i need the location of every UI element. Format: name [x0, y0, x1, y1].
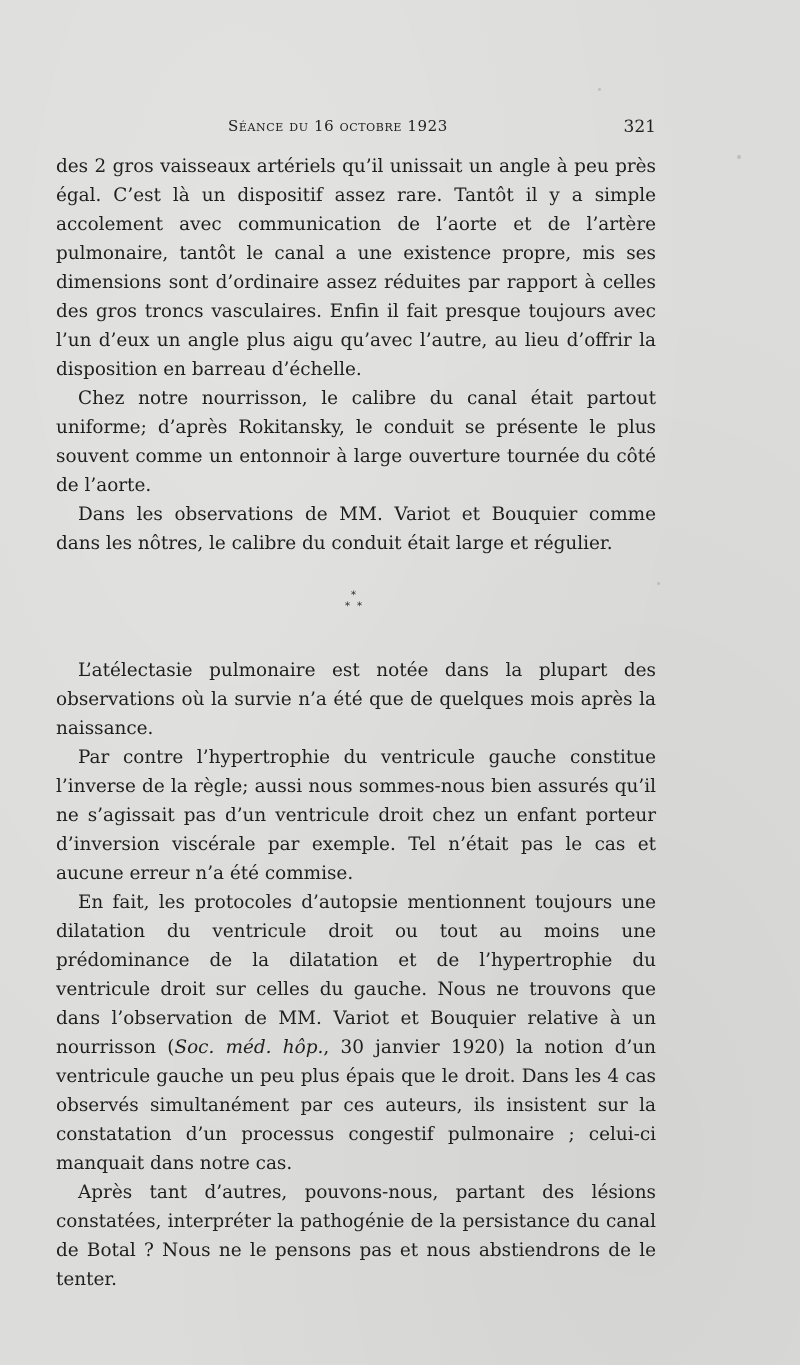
paragraph: Dans les observations de MM. Variot et Bouquier comme dans les nôtres, le calibre du conduit était large et régulier. [56, 504, 656, 554]
paper-speck [598, 88, 601, 91]
paragraph: Par contre l’hypertrophie du ventricule gauche constitue l’inverse de la règle; aussi nous sommes-nous bien assurés qu’il ne s’agissait pas d’un ventricule droit chez un enfant porteur d’inversion viscérale par exemple. Tel n’était pas le cas et aucune erreur n’a été commise. [56, 747, 656, 884]
paragraph-text: , 30 janvier 1920) la notion d’un ventricule gauche un peu plus épais que le droit. Dans les 4 cas observés simultanément par ces auteurs, ils insistent sur la constatation d’un processus congestif pulmonaire ; celui-ci manquait dans notre cas. [56, 1037, 657, 1174]
section-separator [56, 558, 656, 656]
paper-speck [737, 155, 741, 159]
journal-reference: Soc. méd. hôp. [174, 1037, 324, 1058]
body-text [56, 152, 656, 1294]
separator-star: * [357, 601, 362, 612]
paragraph: L’atélectasie pulmonaire est notée dans la plupart des observations où la survie n’a été que de quelques mois après la naissance. [56, 660, 656, 739]
page-number: 321 [623, 117, 656, 137]
paragraph: Après tant d’autres, pouvons-nous, partant des lésions constatées, interpréter la pathogénie de la persistance du canal de Botal ? Nous ne le pensons pas et nous abstiendrons de le tenter. [56, 1182, 656, 1290]
separator-star: * [351, 590, 356, 601]
paragraph [56, 888, 656, 1178]
paragraph: des 2 gros vaisseaux artériels qu’il unissait un angle à peu près égal. C’est là un dispositif assez rare. Tantôt il y a simple accolement avec communication de l’aorte et de l’artère pulmonaire, tantôt le canal a une existence propre, mis ses dimensions sont d’ordinaire assez réduites par rapport à celles des gros troncs vasculaires. Enfin il fait presque toujours avec l’un d’eux un angle plus aigu qu’avec l’autre, au lieu d’offrir la disposition en barreau d’échelle. [56, 156, 656, 380]
running-title: Séance du 16 octobre 1923 [228, 117, 448, 135]
separator-star: * [345, 601, 350, 612]
paragraph-text: En fait, les protocoles d’autopsie mentionnent toujours une dilatation du ventricule droit ou tout au moins une prédominance de la dilatation et de l’hypertrophie du ventricule droit sur celles du gauche. Nous ne trouvons que dans l’observation de MM. Variot et Bouquier relative à un nourrisson ( [56, 892, 656, 1058]
paragraph: Chez notre nourrisson, le calibre du canal était partout uniforme; d’après Rokitansky, le conduit se présente le plus souvent comme un entonnoir à large ouverture tournée du côté de l’aorte. [56, 388, 656, 496]
running-header [80, 117, 656, 143]
paper-speck [657, 582, 660, 585]
